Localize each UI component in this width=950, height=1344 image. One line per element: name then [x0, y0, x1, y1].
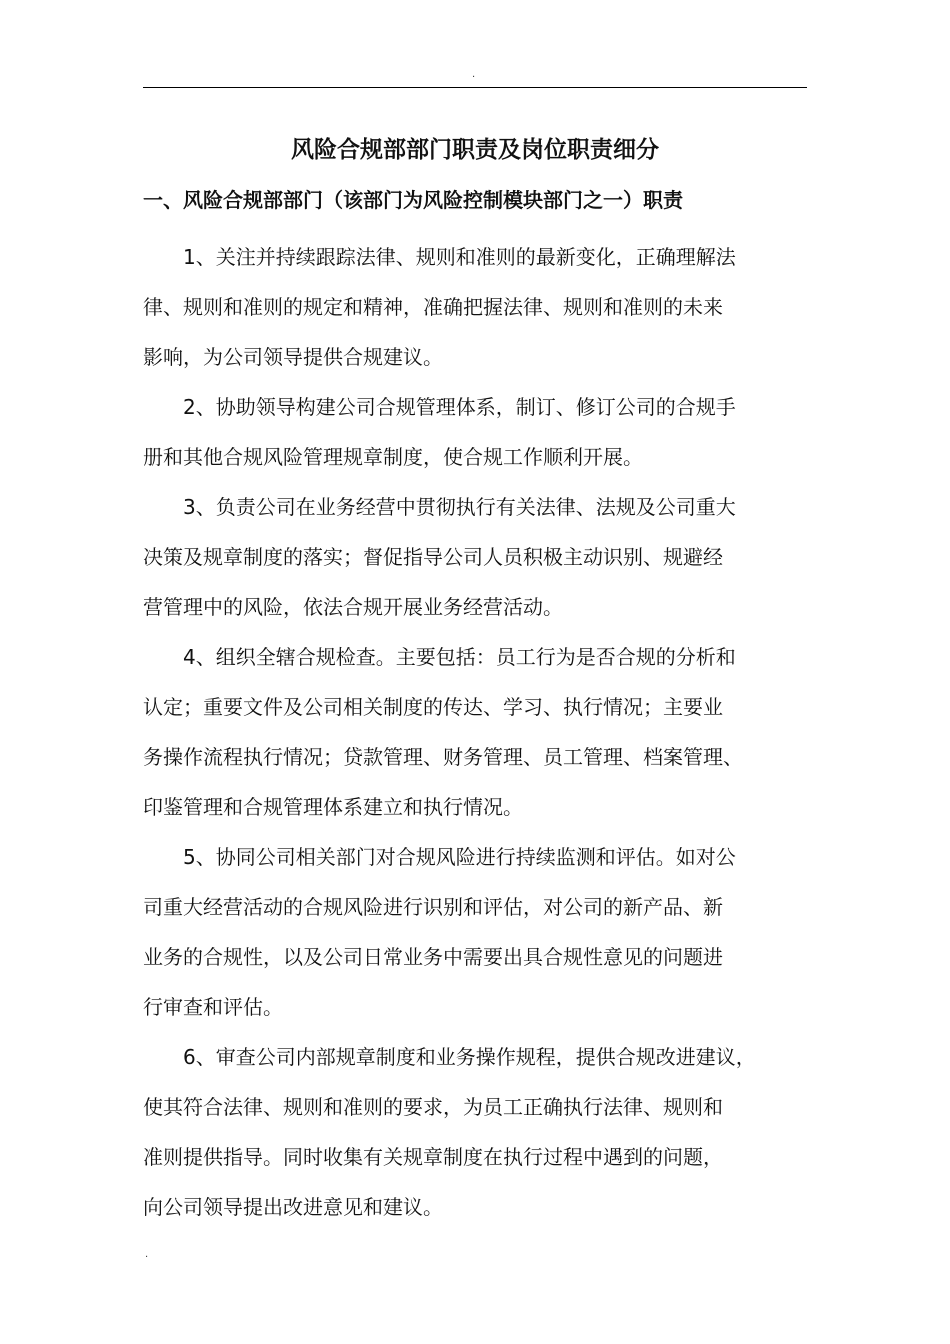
paragraph-line: 认定；重要文件及公司相关制度的传达、学习、执行情况；主要业 — [143, 695, 723, 719]
body-text — [143, 232, 807, 1232]
paragraph-line: 律、规则和准则的规定和精神，准确把握法律、规则和准则的未来 — [143, 295, 723, 319]
paragraph-line: 印鉴管理和合规管理体系建立和执行情况。 — [143, 795, 523, 819]
paragraph-line: 2、协助领导构建公司合规管理体系，制订、修订公司的合规手 — [143, 395, 736, 419]
paragraph-line: 向公司领导提出改进意见和建议。 — [143, 1195, 443, 1219]
paragraph-line: 务操作流程执行情况；贷款管理、财务管理、员工管理、档案管理、 — [143, 745, 743, 769]
page-title: 风险合规部部门职责及岗位职责细分 — [291, 137, 659, 163]
paragraph-line: 行审查和评估。 — [143, 995, 283, 1019]
paragraph-5 — [143, 832, 807, 1032]
header-rule — [143, 87, 807, 88]
paragraph-line: 3、负责公司在业务经营中贯彻执行有关法律、法规及公司重大 — [143, 495, 736, 519]
header-dot: . — [472, 69, 476, 80]
paragraph-line: 6、审查公司内部规章制度和业务操作规程，提供合规改进建议， — [143, 1045, 756, 1069]
paragraph-2 — [143, 382, 807, 482]
paragraph-line: 营管理中的风险，依法合规开展业务经营活动。 — [143, 595, 563, 619]
paragraph-line: 5、协同公司相关部门对合规风险进行持续监测和评估。如对公 — [143, 845, 736, 869]
paragraph-line: 使其符合法律、规则和准则的要求，为员工正确执行法律、规则和 — [143, 1095, 723, 1119]
paragraph-line: 准则提供指导。同时收集有关规章制度在执行过程中遇到的问题， — [143, 1145, 723, 1169]
paragraph-line: 1、关注并持续跟踪法律、规则和准则的最新变化，正确理解法 — [143, 245, 736, 269]
paragraph-1 — [143, 232, 807, 382]
paragraph-line: 4、组织全辖合规检查。主要包括：员工行为是否合规的分析和 — [143, 645, 736, 669]
paragraph-line: 影响，为公司领导提供合规建议。 — [143, 345, 443, 369]
paragraph-3 — [143, 482, 807, 632]
paragraph-6 — [143, 1032, 807, 1232]
paragraph-line: 司重大经营活动的合规风险进行识别和评估，对公司的新产品、新 — [143, 895, 723, 919]
paragraph-line: 决策及规章制度的落实；督促指导公司人员积极主动识别、规避经 — [143, 545, 723, 569]
section-heading: 一、风险合规部部门（该部门为风险控制模块部门之一）职责 — [143, 188, 683, 212]
paragraph-line: 业务的合规性，以及公司日常业务中需要出具合规性意见的问题进 — [143, 945, 723, 969]
paragraph-4 — [143, 632, 807, 832]
footer-dot: . — [145, 1249, 149, 1260]
paragraph-line: 册和其他合规风险管理规章制度，使合规工作顺利开展。 — [143, 445, 643, 469]
